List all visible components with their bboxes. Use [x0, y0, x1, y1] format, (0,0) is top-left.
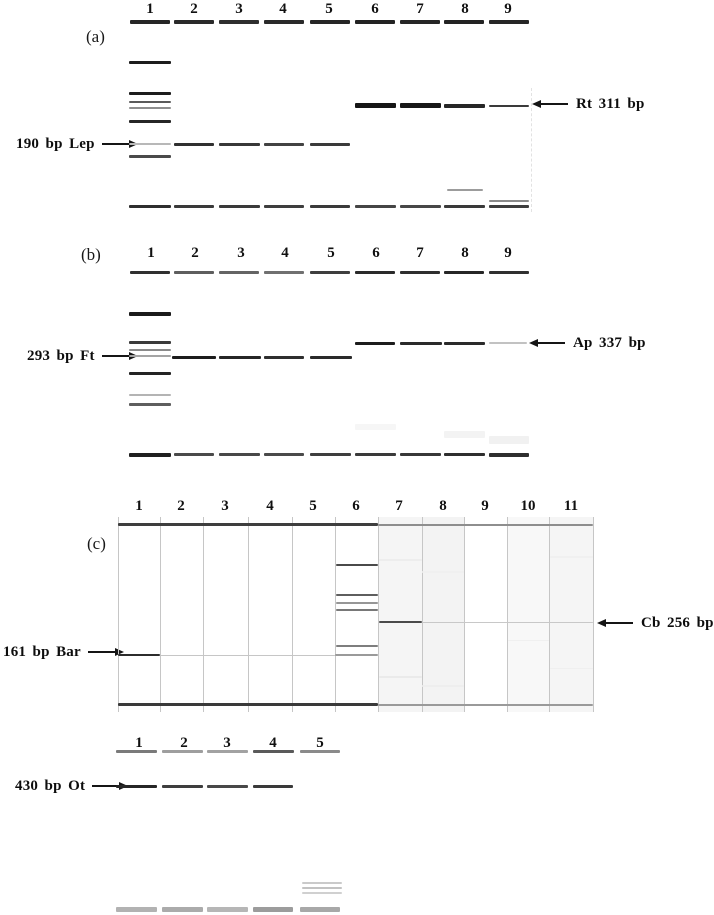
panel-label-b: (b): [81, 245, 101, 264]
lane-number: 8: [439, 498, 447, 514]
gel-band: [253, 907, 293, 912]
lane-number: 6: [352, 498, 360, 514]
band-size-label: 190 bp Lep: [16, 136, 95, 152]
gel-band: [400, 103, 441, 108]
lane-number: 2: [177, 498, 185, 514]
lane-number: 9: [504, 1, 512, 17]
gel-band: [336, 602, 378, 604]
gel-band: [444, 104, 485, 108]
gel-band: [400, 453, 441, 456]
gel-band: [174, 205, 214, 208]
band-size-label: Rt 311 bp: [576, 96, 645, 112]
annotation-161bp-bar: [3, 644, 124, 660]
gel-band: [219, 356, 261, 359]
lane-number: 1: [147, 245, 155, 261]
gel-band: [130, 271, 170, 274]
gel-band: [310, 143, 350, 146]
gel-band: [174, 453, 214, 456]
gel-band: [264, 271, 304, 274]
lane-number: 1: [135, 735, 143, 751]
gel-band: [302, 882, 342, 884]
lane-number: 5: [309, 498, 317, 514]
lane-divider: [335, 517, 336, 712]
gel-band: [129, 312, 171, 316]
gel-band: [264, 205, 304, 208]
lane-number: 3: [237, 245, 245, 261]
lane-number: 2: [190, 1, 198, 17]
gel-band: [129, 120, 171, 123]
gel-band: [379, 559, 422, 561]
gel-band: [129, 92, 171, 95]
gel-band: [355, 424, 396, 430]
lane-number: 7: [416, 1, 424, 17]
lane-number: 3: [235, 1, 243, 17]
annotation-293bp-ft: [27, 348, 138, 364]
gel-band: [207, 785, 248, 788]
gel-band: [264, 356, 304, 359]
gel-band: [130, 20, 170, 24]
gel-band: [219, 205, 260, 208]
gel-band: [253, 785, 293, 788]
gel-band: [302, 887, 342, 889]
lane-divider: [593, 517, 594, 712]
lane-shade: [550, 517, 593, 712]
gel-band: [489, 200, 529, 202]
gel-band: [129, 205, 171, 208]
arrow-left-icon: [532, 100, 568, 108]
gel-band: [444, 453, 485, 456]
gel-band: [264, 453, 304, 456]
gel-band: [129, 453, 171, 457]
lane-number: 4: [269, 735, 277, 751]
lane-number: 5: [325, 1, 333, 17]
band-size-label: 430 bp Ot: [15, 778, 86, 794]
lane-number: 3: [221, 498, 229, 514]
gel-band: [310, 356, 352, 359]
gel-band: [489, 205, 529, 208]
lane-number: 7: [416, 245, 424, 261]
gel-band: [355, 453, 396, 456]
lane-number: 1: [146, 1, 154, 17]
gel-band: [219, 271, 259, 274]
gel-band: [489, 271, 529, 274]
gel-band: [118, 654, 160, 656]
arrow-left-icon: [529, 339, 565, 347]
gel-band: [378, 524, 593, 526]
band-size-label: Cb 256 bp: [641, 615, 714, 631]
gel-band: [336, 564, 378, 566]
gel-band: [264, 20, 304, 24]
gel-band: [355, 205, 396, 208]
lane-number: 6: [371, 1, 379, 17]
gel-band: [447, 189, 483, 191]
lane-divider: [248, 517, 249, 712]
lane-number: 9: [481, 498, 489, 514]
band-size-label: 161 bp Bar: [3, 644, 81, 660]
gel-band: [129, 403, 171, 406]
lane-divider: [378, 517, 379, 712]
lane-shade: [379, 517, 422, 712]
gel-band: [172, 356, 216, 359]
gel-band: [162, 907, 203, 912]
annotation-cb-256bp: [597, 615, 714, 631]
lane-divider: [507, 517, 508, 712]
gel-band: [207, 907, 248, 912]
gel-band: [129, 101, 171, 103]
gel-band: [162, 785, 203, 788]
lane-number: 2: [191, 245, 199, 261]
gel-band: [489, 20, 529, 24]
annotation-rt-311bp: [532, 96, 645, 112]
gel-band: [310, 20, 350, 24]
lane-divider: [422, 517, 423, 712]
arrow-left-icon: [597, 619, 633, 627]
gel-band: [219, 143, 260, 146]
gel-band: [310, 271, 350, 274]
gel-band: [129, 341, 171, 344]
lane-number: 1: [135, 498, 143, 514]
gel-band: [335, 654, 378, 656]
gel-band: [489, 453, 529, 457]
gel-edge-dashed-line: [531, 88, 532, 212]
gel-band: [444, 20, 484, 24]
lane-number: 3: [223, 735, 231, 751]
lane-shade: [508, 517, 549, 712]
gel-band: [116, 907, 157, 912]
gel-band: [302, 892, 342, 894]
gel-band: [489, 436, 529, 444]
gel-band: [422, 685, 464, 687]
gel-band: [378, 704, 593, 706]
gel-band: [400, 205, 441, 208]
lane-divider: [118, 517, 119, 712]
band-size-label: 293 bp Ft: [27, 348, 95, 364]
gel-band: [444, 205, 485, 208]
gel-band: [379, 676, 422, 678]
lane-divider: [292, 517, 293, 712]
gel-band: [118, 703, 378, 706]
gel-band: [116, 785, 157, 788]
gel-band: [336, 594, 378, 596]
annotation-ap-337bp: [529, 335, 646, 351]
gel-band: [129, 394, 171, 396]
gel-band: [129, 349, 171, 351]
gel-band: [129, 107, 171, 109]
lane-number: 4: [281, 245, 289, 261]
gel-band: [174, 20, 214, 24]
gel-band: [355, 103, 396, 108]
annotation-190bp-lep: [16, 136, 138, 152]
gel-band: [400, 342, 442, 345]
gel-band: [160, 655, 335, 657]
gel-band: [129, 155, 171, 158]
gel-band: [174, 271, 214, 274]
gel-band: [336, 609, 378, 611]
lane-divider: [549, 517, 550, 712]
lane-number: 6: [372, 245, 380, 261]
gel-band: [444, 271, 484, 274]
gel-band: [422, 571, 464, 573]
gel-band: [264, 143, 304, 146]
lane-number: 10: [520, 498, 536, 514]
gel-band: [400, 271, 440, 274]
gel-band: [355, 271, 395, 274]
lane-number: 2: [180, 735, 188, 751]
gel-band: [355, 342, 395, 345]
lane-number: 4: [279, 1, 287, 17]
panel-label-c: (c): [87, 534, 106, 553]
lane-shade: [423, 517, 464, 712]
gel-band: [129, 372, 171, 375]
band-size-label: Ap 337 bp: [573, 335, 646, 351]
gel-band: [310, 453, 351, 456]
lane-number: 8: [461, 1, 469, 17]
gel-band: [219, 453, 260, 456]
lane-divider: [464, 517, 465, 712]
lane-number: 11: [563, 498, 579, 514]
lane-divider: [203, 517, 204, 712]
gel-band: [300, 907, 340, 912]
gel-band: [174, 143, 214, 146]
gel-band: [219, 20, 259, 24]
gel-band: [310, 205, 350, 208]
gel-band: [444, 431, 485, 438]
gel-band: [355, 20, 395, 24]
gel-band: [489, 342, 527, 344]
lane-number: 5: [316, 735, 324, 751]
lane-number: 5: [327, 245, 335, 261]
gel-band: [550, 556, 593, 558]
gel-band: [444, 342, 485, 345]
gel-band: [129, 61, 171, 64]
lane-number: 9: [504, 245, 512, 261]
gel-band: [336, 645, 378, 647]
gel-band: [118, 523, 378, 526]
lane-divider: [160, 517, 161, 712]
panel-label-a: (a): [86, 27, 105, 46]
lane-number: 8: [461, 245, 469, 261]
annotation-430bp-ot: [15, 778, 128, 794]
gel-band: [129, 355, 171, 357]
gel-band: [400, 20, 440, 24]
lane-number: 4: [266, 498, 274, 514]
gel-band: [489, 105, 529, 107]
lane-number: 7: [395, 498, 403, 514]
